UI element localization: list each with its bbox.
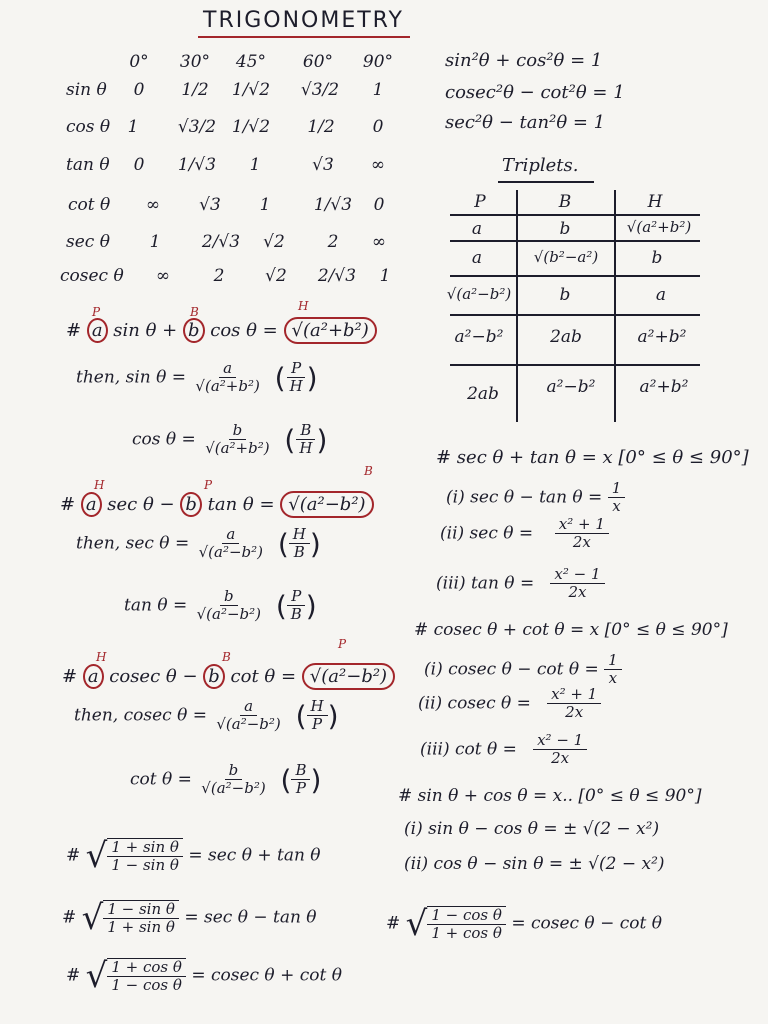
table-cell: 1 bbox=[259, 195, 271, 215]
label-h: H bbox=[94, 478, 105, 492]
label-b: B bbox=[364, 464, 373, 478]
line-lead: tan θ = bbox=[124, 595, 188, 616]
fraction: $\frac{b}{\text{√(a²−b²)}}$ bbox=[196, 587, 262, 624]
coseccot-i bbox=[424, 652, 622, 688]
hash: # bbox=[66, 845, 81, 866]
triplet-cell: a bbox=[471, 219, 483, 239]
line-lead: then, sec θ = bbox=[76, 533, 190, 554]
coef-b: b bbox=[203, 664, 225, 689]
table-cell: √3 bbox=[312, 155, 334, 175]
coseccot-main: # cosec θ + cot θ = x [0° ≤ θ ≤ 90°] bbox=[414, 620, 728, 640]
table-cell: 2/√3 bbox=[317, 266, 357, 286]
expr-part: sin θ + bbox=[113, 320, 178, 341]
table-cell: 0 bbox=[133, 155, 145, 175]
triplets-heading: Triplets. bbox=[502, 155, 579, 176]
table-divider bbox=[450, 240, 700, 242]
coef-a: a bbox=[83, 664, 104, 689]
table-cell: √2 bbox=[265, 266, 287, 286]
table-cell: 1/2 bbox=[307, 117, 335, 137]
triplet-cell: √(b²−a²) bbox=[533, 248, 599, 266]
coef-b: b bbox=[180, 492, 202, 517]
table-cell: 0 bbox=[133, 80, 145, 100]
fraction: $\frac{b}{\text{√(a²−b²)}}$ bbox=[201, 761, 266, 798]
fn-label-tan: tan θ bbox=[66, 155, 110, 175]
fraction: $\frac{\text{1 − cos θ}}{\text{1 + cos θ}}$ bbox=[427, 906, 506, 943]
label-h: H bbox=[298, 299, 309, 313]
coseccot-iii bbox=[420, 732, 587, 768]
fraction: $\frac{\text{1 + cos θ}}{\text{1 − cos θ}}$ bbox=[107, 958, 186, 995]
triplet-cell: √(a²+b²) bbox=[626, 218, 692, 236]
rhs: = sec θ + tan θ bbox=[188, 845, 321, 866]
b1-line2: cos θ = $\frac{b}{\text{√(a²+b²)}}$ ( $\frac{B}{H}$ ) bbox=[132, 421, 328, 458]
coseccot-ii bbox=[418, 686, 601, 722]
table-divider bbox=[450, 214, 700, 216]
fraction: $\frac{\text{1 − sin θ}}{\text{1 + sin θ}}$ bbox=[103, 900, 179, 937]
line-lead: (i) cosec θ − cot θ = bbox=[424, 659, 599, 680]
fn-label-cot: cot θ bbox=[68, 195, 111, 215]
triplet-cell: 2ab bbox=[467, 384, 499, 404]
label-p: P bbox=[204, 478, 213, 492]
table-cell: ∞ bbox=[145, 195, 161, 215]
triplet-cell: 2ab bbox=[550, 327, 582, 347]
fn-label-sec: sec θ bbox=[66, 232, 110, 252]
hash: # bbox=[386, 913, 401, 934]
label-b: B bbox=[190, 305, 199, 319]
line-lead: (i) sec θ − tan θ = bbox=[446, 487, 603, 508]
fraction: $\frac{1}{x}$ bbox=[608, 480, 626, 516]
table-cell: ∞ bbox=[371, 232, 387, 252]
line-lead: cot θ = bbox=[130, 769, 192, 790]
identity-line: cosec²θ − cot²θ = 1 bbox=[445, 82, 625, 103]
fraction: $\frac{\text{x² + 1}}{2x}$ bbox=[547, 686, 601, 722]
triplets-heading-underline bbox=[498, 181, 594, 183]
b2-line2: tan θ = $\frac{b}{\text{√(a²−b²)}}$ ( $\frac{P}{B}$ ) bbox=[124, 587, 317, 624]
root-identity-4: # √ $\frac{\text{1 − cos θ}}{\text{1 + cos θ}}$ = cosec θ − cot θ bbox=[386, 904, 662, 944]
table-cell: 0 bbox=[372, 117, 384, 137]
b3-line1: then, cosec θ = $\frac{a}{\text{√(a²−b²)}}$ ( $\frac{H}{P}$ ) bbox=[74, 697, 339, 734]
triplet-cell: b bbox=[651, 248, 663, 268]
triplet-header: H bbox=[647, 192, 663, 212]
rhs-circled: √(a²−b²) bbox=[302, 663, 395, 690]
sincos-main: # sin θ + cos θ = x.. [0° ≤ θ ≤ 90°] bbox=[398, 786, 702, 806]
triplet-cell: a bbox=[471, 248, 483, 268]
table-divider bbox=[450, 314, 700, 316]
label-b: B bbox=[222, 650, 231, 664]
triplet-header: B bbox=[558, 192, 572, 212]
table-cell: 1 bbox=[379, 266, 391, 286]
table-cell: √3 bbox=[199, 195, 221, 215]
identity-line: sec²θ − tan²θ = 1 bbox=[445, 112, 606, 133]
sectan-ii bbox=[440, 516, 609, 552]
table-divider bbox=[450, 364, 700, 366]
line-lead: cos θ = bbox=[132, 429, 196, 450]
title-underline bbox=[198, 36, 410, 38]
table-cell: 0 bbox=[373, 195, 385, 215]
fraction: $\frac{1}{x}$ bbox=[604, 652, 622, 688]
expression-asec-btan: # a sec θ − b tan θ = √(a²−b²) bbox=[60, 494, 374, 515]
table-cell: 1/√2 bbox=[231, 117, 271, 137]
line-lead: (iii) tan θ = bbox=[436, 573, 535, 594]
ratio: $\frac{P}{H}$ bbox=[286, 360, 307, 396]
angle-header: 30° bbox=[179, 52, 211, 72]
table-cell: 1/√2 bbox=[231, 80, 271, 100]
table-cell: 2 bbox=[327, 232, 339, 252]
table-cell: √3/2 bbox=[300, 80, 340, 100]
sincos-i: (i) sin θ − cos θ = ± √(2 − x²) bbox=[404, 819, 660, 839]
fraction: $\frac{b}{\text{√(a²+b²)}}$ bbox=[205, 421, 270, 458]
coef-a: a bbox=[81, 492, 102, 517]
table-cell: √3/2 bbox=[177, 117, 217, 137]
hash: # bbox=[66, 965, 81, 986]
triplet-cell: a²+b² bbox=[637, 327, 687, 347]
fraction: $\frac{\text{x² − 1}}{2x}$ bbox=[533, 732, 587, 768]
ratio: $\frac{H}{P}$ bbox=[307, 698, 328, 734]
angle-header: 45° bbox=[235, 52, 267, 72]
identity-line: sin²θ + cos²θ = 1 bbox=[445, 50, 603, 71]
b2-line1: then, sec θ = $\frac{a}{\text{√(a²−b²)}}$ ( $\frac{H}{B}$ ) bbox=[76, 525, 321, 562]
line-lead: then, sin θ = bbox=[76, 367, 186, 388]
rhs-circled: √(a²−b²) bbox=[280, 491, 373, 518]
ratio: $\frac{P}{B}$ bbox=[287, 588, 306, 624]
fraction: $\frac{a}{\text{√(a²−b²)}}$ bbox=[216, 697, 281, 734]
table-cell: ∞ bbox=[370, 155, 386, 175]
table-cell: 2/√3 bbox=[201, 232, 241, 252]
page-title: TRIGONOMETRY bbox=[203, 8, 404, 33]
coef-b: b bbox=[183, 318, 205, 343]
fraction: $\frac{\text{1 + sin θ}}{\text{1 − sin θ}}$ bbox=[107, 838, 183, 875]
fn-label-sin: sin θ bbox=[66, 80, 107, 100]
expr-part: cot θ = bbox=[230, 666, 297, 687]
line-lead: then, cosec θ = bbox=[74, 705, 207, 726]
fraction: $\frac{\text{x² + 1}}{2x}$ bbox=[555, 516, 609, 552]
ratio: $\frac{B}{H}$ bbox=[295, 422, 316, 458]
table-divider bbox=[614, 190, 616, 422]
b1-line1: then, sin θ = $\frac{a}{\text{√(a²+b²)}}$ ( $\frac{P}{H}$ ) bbox=[76, 359, 318, 396]
sectan-main: # sec θ + tan θ = x [0° ≤ θ ≤ 90°] bbox=[436, 447, 749, 468]
b3-line2: cot θ = $\frac{b}{\text{√(a²−b²)}}$ ( $\frac{B}{P}$ ) bbox=[130, 761, 322, 798]
expr-part: cosec θ − bbox=[109, 666, 198, 687]
triplet-header: P bbox=[474, 192, 486, 212]
expression-acosec-bcot: # a cosec θ − b cot θ = √(a²−b²) bbox=[62, 666, 395, 687]
triplet-cell: b bbox=[559, 219, 571, 239]
table-cell: 1/√3 bbox=[177, 155, 217, 175]
fraction: $\frac{a}{\text{√(a²−b²)}}$ bbox=[198, 525, 264, 562]
triplet-cell: b bbox=[559, 285, 571, 305]
ratio: $\frac{H}{B}$ bbox=[289, 526, 310, 562]
table-cell: 1 bbox=[372, 80, 384, 100]
ratio: $\frac{B}{P}$ bbox=[291, 762, 310, 798]
fn-label-cos: cos θ bbox=[66, 117, 111, 137]
label-p: P bbox=[338, 637, 347, 651]
table-cell: 1 bbox=[249, 155, 261, 175]
triplet-cell: √(a²−b²) bbox=[446, 285, 512, 303]
fn-label-cosec: cosec θ bbox=[60, 266, 124, 286]
table-divider bbox=[450, 275, 700, 277]
line-lead: (ii) sec θ = bbox=[440, 523, 534, 544]
rhs: = sec θ − tan θ bbox=[184, 907, 317, 928]
root-identity-3: # √ $\frac{\text{1 + cos θ}}{\text{1 − cos θ}}$ = cosec θ + cot θ bbox=[66, 956, 342, 996]
table-cell: 1 bbox=[127, 117, 139, 137]
expr-part: tan θ = bbox=[207, 494, 275, 515]
rhs: = cosec θ + cot θ bbox=[191, 965, 342, 986]
sectan-i bbox=[446, 480, 625, 516]
angle-header: 60° bbox=[302, 52, 334, 72]
table-cell: 1/√3 bbox=[313, 195, 353, 215]
triplet-cell: a²−b² bbox=[454, 327, 504, 347]
triplet-cell: a²+b² bbox=[639, 377, 689, 397]
root-identity-2: # √ $\frac{\text{1 − sin θ}}{\text{1 + sin θ}}$ = sec θ − tan θ bbox=[62, 898, 317, 938]
sincos-ii: (ii) cos θ − sin θ = ± √(2 − x²) bbox=[404, 854, 665, 874]
expr-part: sec θ − bbox=[107, 494, 175, 515]
table-cell: √2 bbox=[263, 232, 285, 252]
triplet-cell: a²−b² bbox=[546, 377, 596, 397]
triplet-cell: a bbox=[655, 285, 667, 305]
coef-a: a bbox=[87, 318, 108, 343]
table-cell: 2 bbox=[213, 266, 225, 286]
expr-part: cos θ = bbox=[210, 320, 278, 341]
table-cell: 1/2 bbox=[181, 80, 209, 100]
angle-header: 90° bbox=[362, 52, 394, 72]
line-lead: (ii) cosec θ = bbox=[418, 693, 531, 714]
hash: # bbox=[62, 907, 77, 928]
sectan-iii bbox=[436, 566, 605, 602]
expression-asin-bcos: # a sin θ + b cos θ = √(a²+b²) bbox=[66, 320, 377, 341]
table-divider bbox=[516, 190, 518, 422]
rhs-circled: √(a²+b²) bbox=[284, 317, 377, 344]
label-p: P bbox=[92, 305, 101, 319]
fraction: $\frac{\text{x² − 1}}{2x}$ bbox=[550, 566, 604, 602]
angle-header: 0° bbox=[129, 52, 149, 72]
fraction: $\frac{a}{\text{√(a²+b²)}}$ bbox=[195, 359, 260, 396]
line-lead: (iii) cot θ = bbox=[420, 739, 517, 760]
table-cell: ∞ bbox=[155, 266, 171, 286]
table-cell: 1 bbox=[149, 232, 161, 252]
root-identity-1: # √ $\frac{\text{1 + sin θ}}{\text{1 − sin θ}}$ = sec θ + tan θ bbox=[66, 836, 321, 876]
label-h: H bbox=[96, 650, 107, 664]
rhs: = cosec θ − cot θ bbox=[511, 913, 662, 934]
